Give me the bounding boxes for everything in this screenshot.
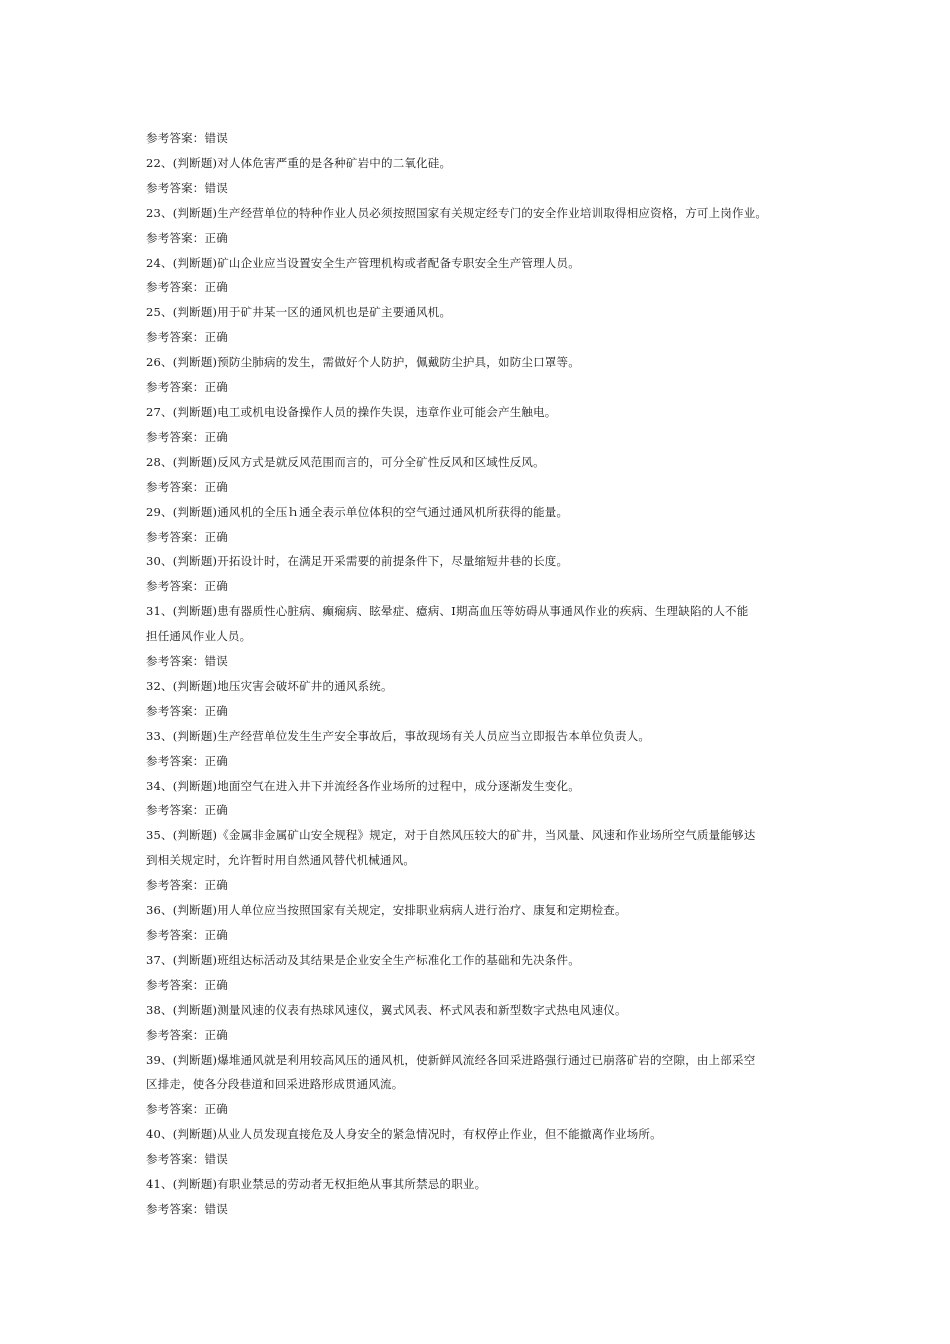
answer-line: 参考答案：错误 — [146, 654, 228, 669]
answer-line: 参考答案：正确 — [146, 977, 228, 992]
answer-line: 参考答案：正确 — [146, 529, 228, 544]
answer-line: 参考答案：正确 — [146, 429, 228, 444]
answer-line: 参考答案：正确 — [146, 579, 228, 594]
question-line: 25、(判断题)用于矿井某一区的通风机也是矿主要通风机。 — [146, 305, 452, 320]
question-line: 34、(判断题)地面空气在进入井下并流经各作业场所的过程中，成分逐渐发生变化。 — [146, 778, 580, 793]
question-line: 36、(判断题)用人单位应当按照国家有关规定，安排职业病病人进行治疗、康复和定期检查。 — [146, 903, 627, 918]
answer-line: 参考答案：正确 — [146, 479, 228, 494]
question-line: 30、(判断题)开拓设计时，在满足开采需要的前提条件下，尽量缩短井巷的长度。 — [146, 554, 569, 569]
answer-line: 参考答案：错误 — [146, 1152, 228, 1167]
answer-line: 参考答案：错误 — [146, 131, 228, 145]
question-line: 28、(判断题)反风方式是就反风范围而言的，可分全矿性反风和区域性反风。 — [146, 454, 545, 469]
answer-line: 参考答案：错误 — [146, 1201, 228, 1216]
answer-line: 参考答案：正确 — [146, 330, 228, 345]
answer-line: 参考答案：正确 — [146, 878, 228, 893]
answer-line: 参考答案：正确 — [146, 280, 228, 295]
question-text-line: 担任通风作业人员。 — [146, 629, 252, 644]
question-line: 23、(判断题)生产经营单位的特种作业人员必须按照国家有关规定经专门的安全作业培训取得相应资格，方可上岗作业。 — [146, 205, 768, 220]
question-line: 32、(判断题)地压灾害会破坏矿井的通风系统。 — [146, 678, 393, 693]
question-line: 29、(判断题)通风机的全压ｈ通全表示单位体积的空气通过通风机所获得的能量。 — [146, 504, 569, 519]
question-line: 33、(判断题)生产经营单位发生生产安全事故后，事故现场有关人员应当立即报告本单位负责人。 — [146, 728, 651, 743]
answer-line: 参考答案：正确 — [146, 380, 228, 395]
answer-line: 参考答案：错误 — [146, 180, 228, 195]
question-line: 38、(判断题)测量风速的仪表有热球风速仪，翼式风表、杯式风表和新型数字式热电风速仪。 — [146, 1002, 627, 1017]
question-line: 31、(判断题)患有器质性心脏病、癫痫病、眩晕症、癔病、Ⅰ期高血压等妨碍从事通风作业的疾病、生理缺陷的人不能 — [146, 604, 749, 619]
question-line: 41、(判断题)有职业禁忌的劳动者无权拒绝从事其所禁忌的职业。 — [146, 1177, 487, 1192]
question-line: 24、(判断题)矿山企业应当设置安全生产管理机构或者配备专职安全生产管理人员。 — [146, 255, 580, 270]
question-line: 26、(判断题)预防尘肺病的发生，需做好个人防护，佩戴防尘护具，如防尘口罩等。 — [146, 355, 580, 370]
answer-line: 参考答案：正确 — [146, 753, 228, 768]
question-text-line: 到相关规定时，允许暂时用自然通风替代机械通风。 — [146, 853, 416, 868]
question-list — [146, 126, 826, 1222]
question-line: 27、(判断题)电工或机电设备操作人员的操作失误，违章作业可能会产生触电。 — [146, 404, 557, 419]
question-text-line: 区排走，使各分段巷道和回采进路形成贯通风流。 — [146, 1077, 404, 1092]
answer-line: 参考答案：正确 — [146, 703, 228, 718]
answer-line: 参考答案：正确 — [146, 928, 228, 942]
answer-line: 参考答案：正确 — [146, 1027, 228, 1042]
answer-line: 参考答案：正确 — [146, 230, 228, 245]
answer-line: 参考答案：正确 — [146, 1102, 228, 1117]
question-line: 22、(判断题)对人体危害严重的是各种矿岩中的二氧化硅。 — [146, 155, 452, 170]
question-line: 40、(判断题)从业人员发现直接危及人身安全的紧急情况时，有权停止作业，但不能撤离作业场所。 — [146, 1127, 662, 1142]
question-line: 39、(判断题)爆堆通风就是利用较高风压的通风机，使新鲜风流经各回采进路强行通过已崩落矿岩的空隙，由上部采空 — [146, 1052, 756, 1067]
question-line: 35、(判断题)《金属非金属矿山安全规程》规定，对于自然风压较大的矿井，当风量、风速和作业场所空气质量能够达 — [146, 828, 756, 843]
question-line: 37、(判断题)班组达标活动及其结果是企业安全生产标准化工作的基础和先决条件。 — [146, 952, 580, 967]
answer-line: 参考答案：正确 — [146, 803, 228, 818]
